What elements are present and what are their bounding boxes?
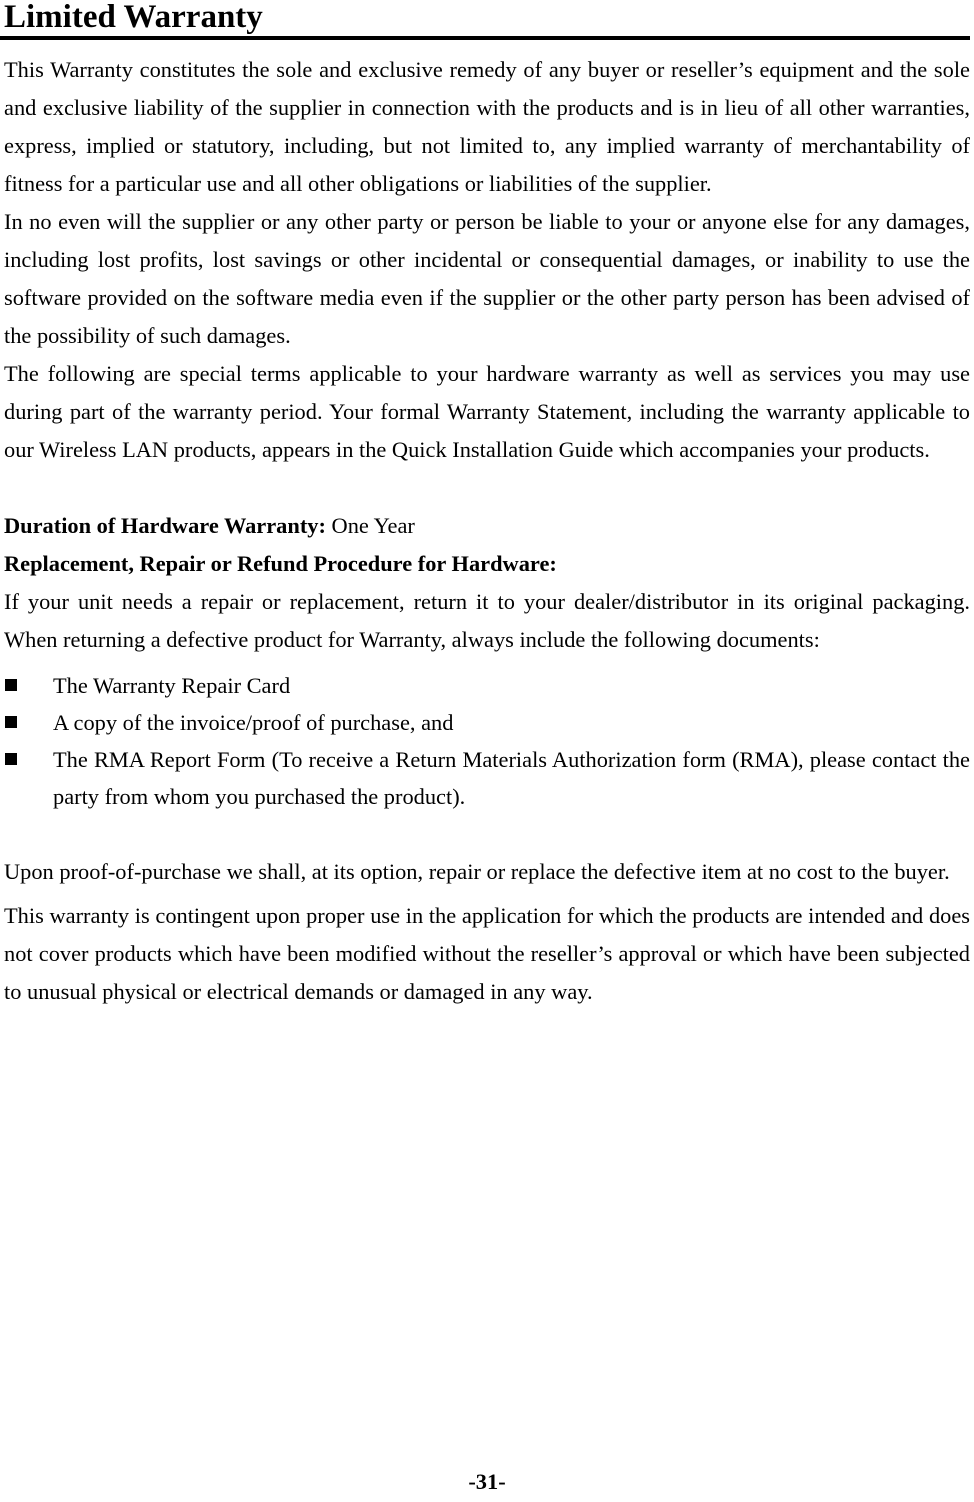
square-bullet-icon — [5, 753, 17, 765]
page-title: Limited Warranty — [4, 0, 263, 35]
proof-of-purchase-paragraph: Upon proof-of-purchase we shall, at its option, repair or replace the defective item at no cost to the buyer. — [4, 859, 950, 884]
square-bullet-icon — [5, 716, 17, 728]
list-item-text: The RMA Report Form (To receive a Return Materials Authorization form (RMA), please contact the party from whom you purchased the product). — [53, 747, 970, 809]
page-number: -31- — [468, 1469, 506, 1494]
procedure-heading: Replacement, Repair or Refund Procedure for Hardware: — [4, 551, 557, 576]
contingent-paragraph: This warranty is contingent upon proper use in the application for which the products are intended and does not cover products which have been modified without the reseller’s approval or which have been subjected to unusual physical or electrical demands or damaged in any way. — [4, 903, 970, 1004]
square-bullet-icon — [5, 679, 17, 691]
duration-line — [4, 507, 970, 545]
warranty-paragraph-2: In no even will the supplier or any other party or person be liable to your or anyone else for any damages, including lost profits, lost savings or other incidental or consequential damages, or inability to use the software provided on the software media even if the supplier or the other party person has been advised of the possibility of such damages. — [4, 209, 970, 348]
documents-list — [4, 667, 970, 815]
duration-value: One Year — [325, 513, 415, 538]
procedure-text: If your unit needs a repair or replacement, return it to your dealer/distributor in its original packaging. When returning a defective product for Warranty, always include the following documents: — [4, 589, 970, 652]
list-item-text: A copy of the invoice/proof of purchase, and — [53, 710, 454, 735]
spacer — [4, 815, 970, 853]
document-page — [4, 0, 970, 1011]
spacer — [4, 469, 970, 507]
warranty-paragraph-3: The following are special terms applicable to your hardware warranty as well as services you may use during part of the warranty period. Your formal Warranty Statement, including the warranty applicable to our Wireless LAN products, appears in the Quick Installation Guide which accompanies your products. — [4, 361, 970, 462]
title-underline — [0, 36, 970, 40]
duration-label: Duration of Hardware Warranty: — [4, 513, 326, 538]
list-item — [4, 741, 970, 815]
list-item — [4, 704, 970, 741]
list-item — [4, 667, 970, 704]
list-item-text: The Warranty Repair Card — [53, 673, 291, 698]
warranty-paragraph-1: This Warranty constitutes the sole and exclusive remedy of any buyer or reseller’s equipment and the sole and exclusive liability of the supplier in connection with the products and is in lieu of all other warranties, express, implied or statutory, including, but not limited to, any implied warranty of merchantability of fitness for a particular use and all other obligations or liabilities of the supplier. — [4, 57, 970, 196]
